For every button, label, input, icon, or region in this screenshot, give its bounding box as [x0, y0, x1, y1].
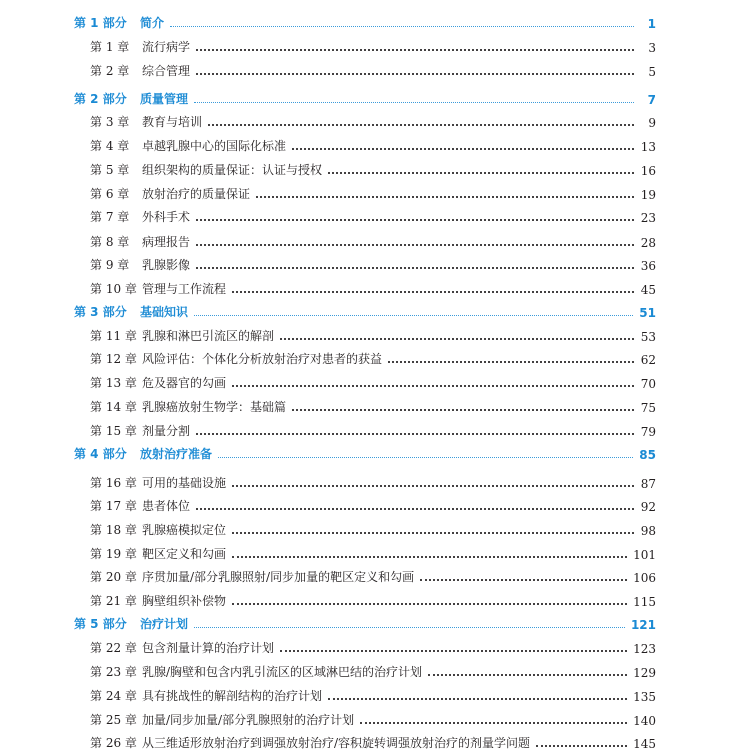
dot-leader: [280, 338, 634, 340]
toc-chapter-entry[interactable]: [74, 203, 656, 225]
page-number: 98: [640, 524, 656, 538]
toc-chapter-entry[interactable]: [74, 251, 656, 273]
entry-title: 风险评估：个体化分析放射治疗对患者的获益: [142, 352, 383, 366]
page-number: 87: [640, 477, 656, 491]
dot-leader: [428, 674, 627, 676]
dot-leader: [232, 385, 634, 387]
toc-chapter-entry[interactable]: [74, 322, 656, 344]
page-number: 145: [633, 737, 656, 751]
entry-title: 乳腺癌放射生物学：基础篇: [142, 400, 287, 414]
toc-chapter-entry[interactable]: [74, 393, 656, 415]
toc-chapter-entry[interactable]: [74, 706, 656, 728]
dot-leader: [232, 556, 627, 558]
entry-title: 综合管理: [142, 64, 191, 78]
entry-title: 治疗计划: [140, 617, 189, 631]
page-number: 7: [647, 93, 656, 107]
entry-title: 从三维适形放射治疗到调强放射治疗/容积旋转调强放射治疗的剂量学问题: [142, 736, 531, 750]
chapter-number: 第 6 章: [90, 187, 130, 201]
chapter-number: 第 12 章: [90, 352, 137, 366]
chapter-number: 第 2 章: [90, 64, 130, 78]
toc-chapter-entry[interactable]: [74, 540, 656, 562]
chapter-number: 第 26 章: [90, 736, 137, 750]
toc-part-entry[interactable]: [74, 610, 656, 632]
toc-part-entry[interactable]: [74, 440, 656, 462]
entry-title: 乳腺癌模拟定位: [142, 523, 227, 537]
page-number: 101: [633, 548, 656, 562]
dot-leader: [292, 409, 634, 411]
page-number: 115: [633, 595, 656, 609]
part-number: 第 5 部分: [74, 617, 127, 631]
chapter-number: 第 16 章: [90, 476, 137, 490]
page-number: 62: [640, 353, 656, 367]
dot-leader: [536, 745, 627, 747]
dot-leader: [232, 485, 634, 487]
toc-chapter-entry[interactable]: [74, 33, 656, 55]
entry-title: 可用的基础设施: [142, 476, 227, 490]
dot-leader: [194, 627, 625, 628]
entry-title: 管理与工作流程: [142, 282, 227, 296]
dot-leader: [328, 172, 634, 174]
entry-title: 包含剂量计算的治疗计划: [142, 641, 275, 655]
toc-chapter-entry[interactable]: [74, 156, 656, 178]
entry-title: 基础知识: [140, 305, 189, 319]
page-number: 129: [633, 666, 656, 680]
chapter-number: 第 19 章: [90, 547, 137, 561]
toc-chapter-entry[interactable]: [74, 469, 656, 491]
chapter-number: 第 18 章: [90, 523, 137, 537]
page-number: 23: [640, 211, 656, 225]
dot-leader: [196, 508, 634, 510]
toc-part-entry[interactable]: [74, 85, 656, 107]
toc-chapter-entry[interactable]: [74, 275, 656, 297]
page-number: 13: [640, 140, 656, 154]
toc-chapter-entry[interactable]: [74, 658, 656, 680]
dot-leader: [232, 532, 634, 534]
chapter-number: 第 13 章: [90, 376, 137, 390]
entry-title: 具有挑战性的解剖结构的治疗计划: [142, 689, 323, 703]
toc-chapter-entry[interactable]: [74, 369, 656, 391]
dot-leader: [196, 433, 634, 435]
dot-leader: [194, 102, 634, 103]
toc-chapter-entry[interactable]: [74, 228, 656, 250]
toc-chapter-entry[interactable]: [74, 729, 656, 751]
dot-leader: [256, 196, 634, 198]
entry-title: 质量管理: [140, 92, 189, 106]
entry-title: 教育与培训: [142, 115, 203, 129]
toc-chapter-entry[interactable]: [74, 180, 656, 202]
chapter-number: 第 10 章: [90, 282, 137, 296]
entry-title: 病理报告: [142, 235, 191, 249]
chapter-number: 第 4 章: [90, 139, 130, 153]
dot-leader: [196, 73, 634, 75]
toc-chapter-entry[interactable]: [74, 57, 656, 79]
toc-chapter-entry[interactable]: [74, 492, 656, 514]
dot-leader: [196, 49, 634, 51]
page-number: 123: [633, 642, 656, 656]
toc-chapter-entry[interactable]: [74, 132, 656, 154]
entry-title: 简介: [140, 16, 165, 30]
chapter-number: 第 11 章: [90, 329, 137, 343]
dot-leader: [170, 26, 634, 27]
toc-chapter-entry[interactable]: [74, 516, 656, 538]
dot-leader: [208, 124, 634, 126]
toc-chapter-entry[interactable]: [74, 682, 656, 704]
page-number: 1: [647, 17, 656, 31]
toc-chapter-entry[interactable]: [74, 563, 656, 585]
page-number: 85: [639, 448, 656, 462]
dot-leader: [196, 244, 634, 246]
entry-title: 靶区定义和勾画: [142, 547, 227, 561]
chapter-number: 第 3 章: [90, 115, 130, 129]
entry-title: 乳腺/胸壁和包含内乳引流区的区域淋巴结的治疗计划: [142, 665, 423, 679]
dot-leader: [292, 148, 634, 150]
page-number: 3: [648, 41, 656, 55]
dot-leader: [194, 315, 633, 316]
part-number: 第 3 部分: [74, 305, 127, 319]
page-number: 106: [633, 571, 656, 585]
dot-leader: [328, 698, 627, 700]
entry-title: 胸壁组织补偿物: [142, 594, 227, 608]
page-number: 135: [633, 690, 656, 704]
page-number: 140: [633, 714, 656, 728]
chapter-number: 第 9 章: [90, 258, 130, 272]
part-number: 第 1 部分: [74, 16, 127, 30]
page-number: 51: [639, 306, 656, 320]
entry-title: 乳腺影像: [142, 258, 191, 272]
chapter-number: 第 17 章: [90, 499, 137, 513]
page-number: 19: [640, 188, 656, 202]
entry-title: 危及器官的勾画: [142, 376, 227, 390]
dot-leader: [360, 722, 627, 724]
page-number: 5: [648, 65, 656, 79]
entry-title: 流行病学: [142, 40, 191, 54]
chapter-number: 第 14 章: [90, 400, 137, 414]
page-number: 53: [640, 330, 656, 344]
chapter-number: 第 20 章: [90, 570, 137, 584]
part-number: 第 4 部分: [74, 447, 127, 461]
page-number: 79: [640, 425, 656, 439]
chapter-number: 第 23 章: [90, 665, 137, 679]
toc-chapter-entry[interactable]: [74, 108, 656, 130]
entry-title: 乳腺和淋巴引流区的解剖: [142, 329, 275, 343]
chapter-number: 第 1 章: [90, 40, 130, 54]
dot-leader: [420, 579, 627, 581]
page-number: 92: [640, 500, 656, 514]
dot-leader: [196, 219, 634, 221]
entry-title: 序贯加量/部分乳腺照射/同步加量的靶区定义和勾画: [142, 570, 415, 584]
chapter-number: 第 22 章: [90, 641, 137, 655]
entry-title: 组织架构的质量保证：认证与授权: [142, 163, 323, 177]
chapter-number: 第 21 章: [90, 594, 137, 608]
entry-title: 外科手术: [142, 210, 191, 224]
dot-leader: [218, 457, 633, 458]
chapter-number: 第 8 章: [90, 235, 130, 249]
entry-title: 卓越乳腺中心的国际化标准: [142, 139, 287, 153]
toc-part-entry[interactable]: [74, 9, 656, 31]
entry-title: 放射治疗准备: [140, 447, 213, 461]
dot-leader: [232, 291, 634, 293]
dot-leader: [388, 361, 634, 363]
page-number: 70: [640, 377, 656, 391]
page-number: 75: [640, 401, 656, 415]
chapter-number: 第 24 章: [90, 689, 137, 703]
page-number: 121: [630, 618, 656, 632]
entry-title: 剂量分割: [142, 424, 191, 438]
page-number: 9: [648, 116, 656, 130]
dot-leader: [196, 267, 634, 269]
toc-chapter-entry[interactable]: [74, 345, 656, 367]
page-number: 16: [640, 164, 656, 178]
chapter-number: 第 7 章: [90, 210, 130, 224]
dot-leader: [280, 650, 627, 652]
toc-chapter-entry[interactable]: [74, 587, 656, 609]
entry-title: 放射治疗的质量保证: [142, 187, 251, 201]
page-number: 28: [640, 236, 656, 250]
toc-part-entry[interactable]: [74, 298, 656, 320]
dot-leader: [232, 603, 627, 605]
entry-title: 加量/同步加量/部分乳腺照射的治疗计划: [142, 713, 355, 727]
chapter-number: 第 15 章: [90, 424, 137, 438]
entry-title: 患者体位: [142, 499, 191, 513]
page-number: 45: [640, 283, 656, 297]
page-number: 36: [640, 259, 656, 273]
chapter-number: 第 5 章: [90, 163, 130, 177]
toc-chapter-entry[interactable]: [74, 634, 656, 656]
toc-chapter-entry[interactable]: [74, 417, 656, 439]
chapter-number: 第 25 章: [90, 713, 137, 727]
part-number: 第 2 部分: [74, 92, 127, 106]
